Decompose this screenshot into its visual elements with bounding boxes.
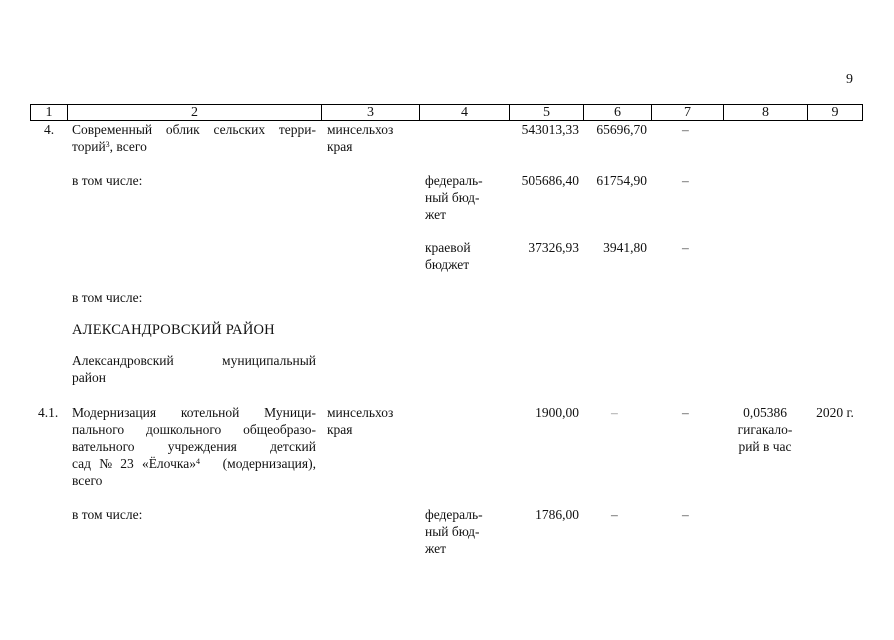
value-col8-line: 0,05386 [743,405,787,420]
value-col5: 37326,93 [528,240,579,255]
including-label: в том числе: [72,173,143,188]
value-col7: – [682,507,689,522]
executor-line: минсельхоз [327,122,394,137]
page-number: 9 [846,72,853,87]
value-col7: – [682,405,689,420]
header-col-6: 6 [583,104,651,121]
municipal-line: район [72,370,106,385]
value-col6: 61754,90 [596,173,647,188]
source-line: жет [425,207,447,222]
header-col-7: 7 [651,104,723,121]
value-col5: 505686,40 [521,173,579,188]
header-col-4: 4 [419,104,509,121]
value-col7: – [682,240,689,255]
municipal-line: Александровский муниципальный [72,353,316,368]
header-col-9: 9 [807,104,863,121]
source-line: федераль- [425,173,483,188]
value-col7: – [682,122,689,137]
row-name-line: Модернизация котельной Муници- [72,405,316,420]
value-col7: – [682,173,689,188]
header-col-1: 1 [30,104,67,121]
value-col6: – [611,507,618,522]
value-col5: 1786,00 [535,507,579,522]
value-col8-line: гигакало- [737,422,793,437]
value-col6: 65696,70 [596,122,647,137]
source-line: ный бюд- [425,524,480,539]
row-name-line: всего [72,473,103,488]
row-name-line: вательного учреждения детский [72,439,316,454]
row-name-line: пального дошкольного общеобразо- [72,422,316,437]
executor-line: края [327,139,353,154]
row-name-line: сад № 23 «Ёлочка»$^4$ (модернизация), [72,456,316,471]
value-col8-line: рий в час [738,439,792,454]
value-col6: 3941,80 [603,240,647,255]
row-number: 4. [44,122,55,137]
source-line: бюджет [425,257,470,272]
row-name-line: Современный облик сельских терри- [72,122,316,137]
footnote-mark: 3 [105,140,110,149]
header-col-8: 8 [723,104,807,121]
footnote-mark: 4 [195,457,200,466]
header-col-3: 3 [321,104,419,121]
row-number: 4.1. [38,405,59,420]
value-col9: 2020 г. [816,405,854,420]
header-col-2: 2 [67,104,321,121]
value-col5: 543013,33 [521,122,579,137]
including-label: в том числе: [72,507,143,522]
row-name-line: торий$^3$, всего [72,139,147,154]
including-label: в том числе: [72,290,143,305]
source-line: ный бюд- [425,190,480,205]
header-col-5: 5 [509,104,583,121]
executor-line: минсельхоз [327,405,394,420]
source-line: краевой [425,240,471,255]
value-col6: – [611,405,618,420]
source-line: федераль- [425,507,483,522]
value-col5: 1900,00 [535,405,579,420]
source-line: жет [425,541,447,556]
district-heading: АЛЕКСАНДРОВСКИЙ РАЙОН [72,322,275,338]
executor-line: края [327,422,353,437]
